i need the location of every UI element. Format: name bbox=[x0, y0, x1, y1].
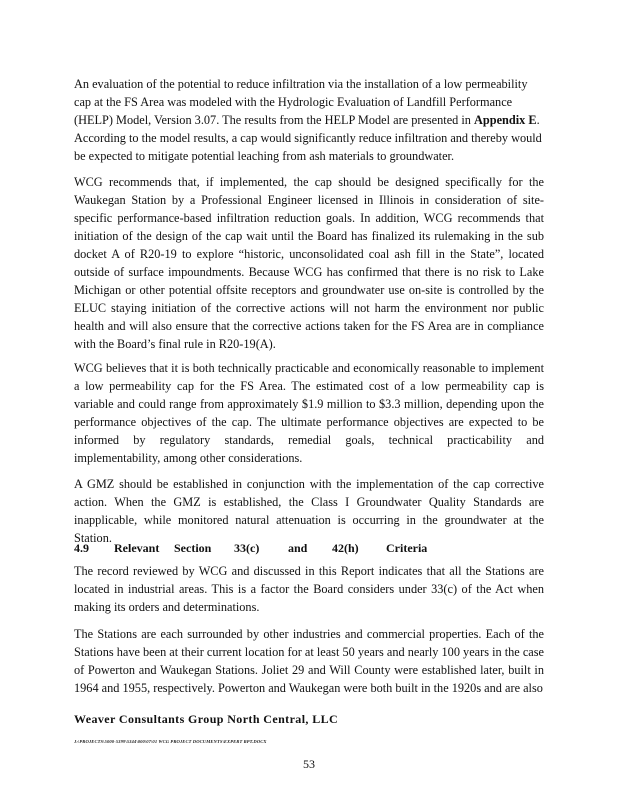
section-heading bbox=[74, 539, 544, 557]
appendix-reference: Appendix E bbox=[474, 113, 537, 127]
section-number: 4.9 bbox=[74, 541, 89, 555]
paragraph-help-model bbox=[74, 75, 544, 165]
paragraph-gmz: A GMZ should be established in conjunction with the implementation of the cap corrective action. When the GMZ is established, the Class I Groundwater Quality Standards are inapplicable, while monitored natural attenuation is occurring in the groundwater at the Station. bbox=[74, 477, 544, 545]
paragraph-help-model-text-end: . According to the model results, a cap would significantly reduce infiltration and thereby would be expected to mitigate potential leaching from ash materials to groundwater. bbox=[74, 113, 542, 163]
paragraph-help-model-text-start: An evaluation of the potential to reduce infiltration via the installation of a low permeability cap at the FS Area was modeled with the Hydrologic Evaluation of Landfill Performance (HELP) Model, Version 3.07. The results from the HELP Model are presented in bbox=[74, 77, 528, 127]
footer-file-path: J:\PROJECTS\5000-5399\5344\000\07\01 WCG PROJECT DOCUMENTS\EXPERT RPT.DOCX bbox=[74, 739, 267, 744]
page-number: 53 bbox=[303, 757, 315, 771]
paragraph-industrial-areas: The record reviewed by WCG and discussed in this Report indicates that all the Stations are located in industrial areas. This is a factor the Board considers under 33(c) of the Act when making its orders and determinations. bbox=[74, 564, 544, 614]
paragraph-stations-surroundings: The Stations are each surrounded by other industries and commercial properties. Each of the Stations have been at their current location for at least 50 years and nearly 100 years in the case of Powerton and Waukegan Stations. Joliet 29 and Will County were established later, built in 1964 and 1955, respectively. Powerton and Waukegan were both built in the 1920s and are also bbox=[74, 627, 544, 695]
section-heading-word: Relevant bbox=[114, 541, 160, 555]
section-heading-word: Criteria bbox=[386, 541, 428, 555]
paragraph-wcg-recommends: WCG recommends that, if implemented, the cap should be designed specifically for the Waukegan Station by a Professional Engineer licensed in Illinois in consideration of site-specific performance-based infiltration reduction goals. In addition, WCG recommends that initiation of the design of the cap wait until the Board has finalized its rulemaking in the sub docket A of R20-19 to explore “historic, unconsolidated coal ash fill in the State”, located outside of surface impoundments. Because WCG has confirmed that there is no risk to Lake Michigan or other potential offsite receptors and groundwater use on-site is controlled by the ELUC staying initiation of the corrective actions will not harm the environment nor public health and will also ensure that the corrective actions taken for the FS Area are in compliance with the Board’s final rule in R20-19(A). bbox=[74, 175, 544, 351]
section-heading-word: Section bbox=[174, 541, 212, 555]
section-heading-word: 33(c) bbox=[234, 541, 260, 555]
section-heading-word: and bbox=[288, 541, 308, 555]
footer-company-name: Weaver Consultants Group North Central, LLC bbox=[74, 712, 339, 726]
paragraph-wcg-believes: WCG believes that it is both technically practicable and economically reasonable to implement a low permeability cap for the FS Area. The estimated cost of a low permeability cap is variable and could range from approximately $1.9 million to $3.3 million, depending upon the performance objectives of the cap. The ultimate performance objectives are expected to be informed by regulatory standards, remedial goals, technical practicability and implementability, among other considerations. bbox=[74, 361, 544, 465]
section-heading-word: 42(h) bbox=[332, 541, 359, 555]
